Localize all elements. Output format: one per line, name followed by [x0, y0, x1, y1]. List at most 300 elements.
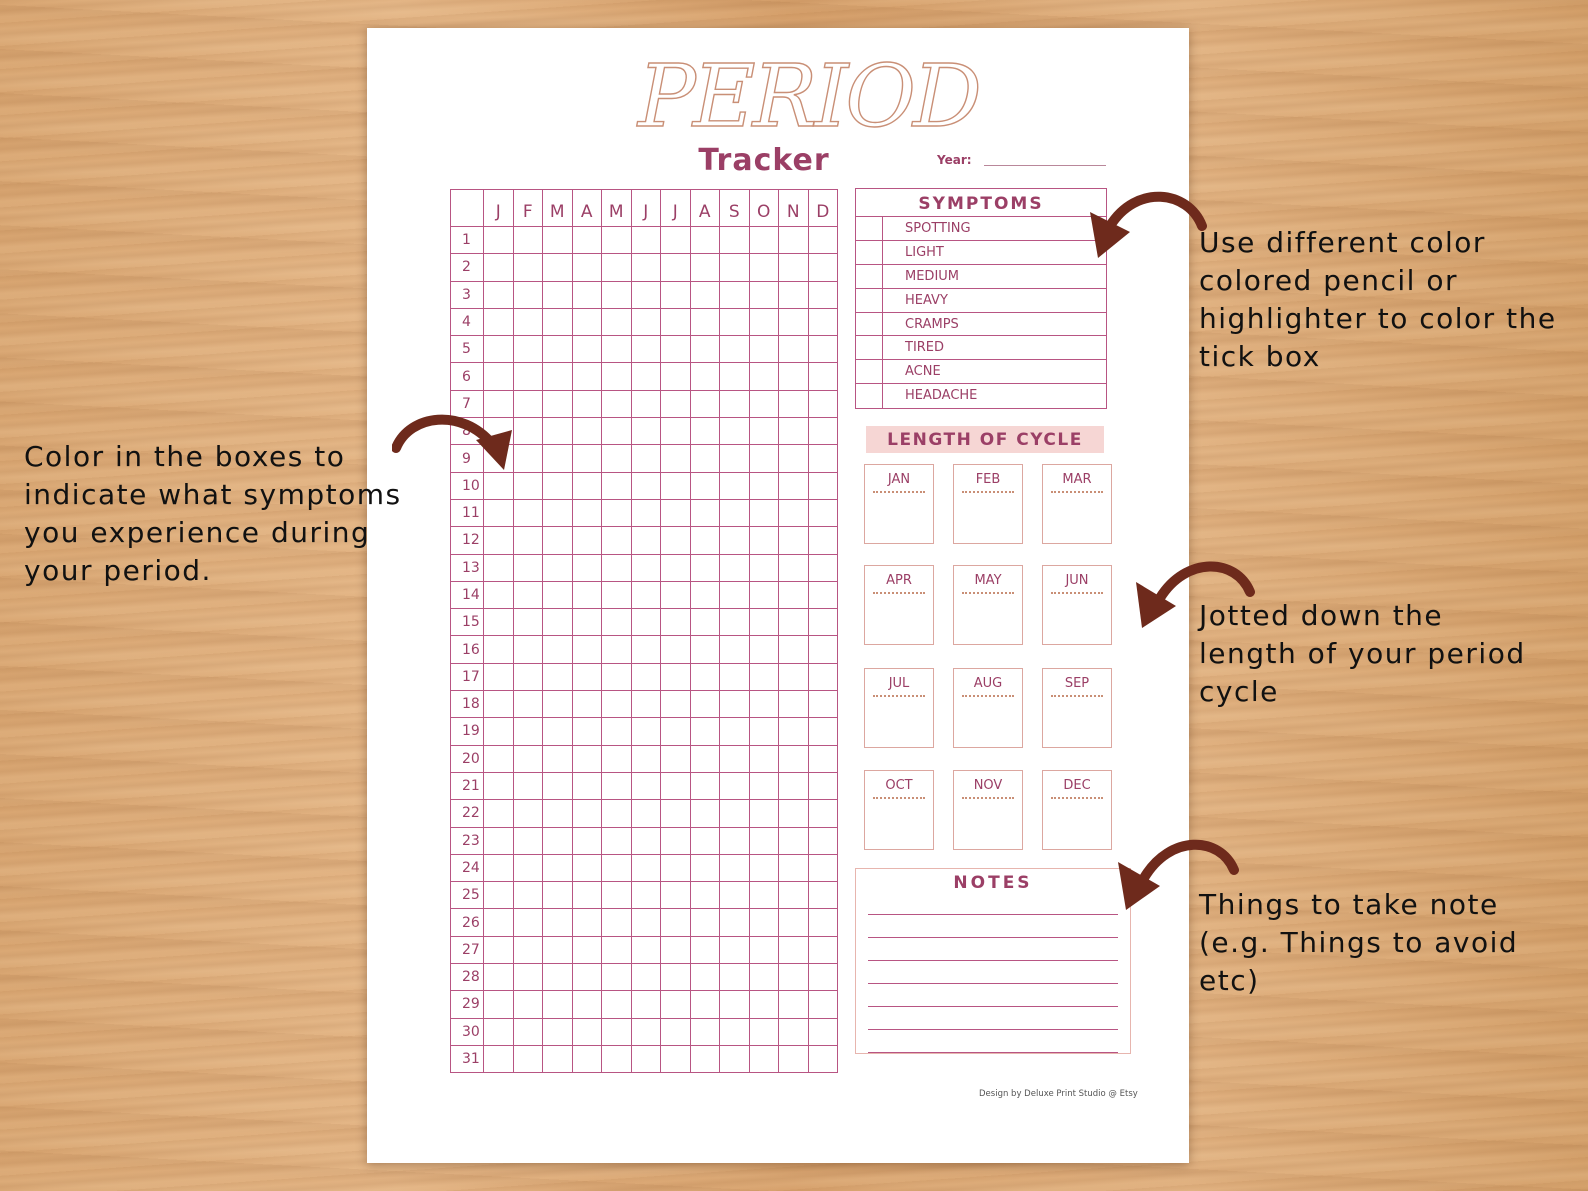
- tracker-cell[interactable]: [513, 964, 543, 991]
- tracker-cell[interactable]: [484, 554, 514, 581]
- tracker-cell[interactable]: [720, 336, 750, 363]
- tracker-cell[interactable]: [661, 718, 691, 745]
- tracker-cell[interactable]: [690, 445, 720, 472]
- tracker-cell[interactable]: [808, 227, 838, 254]
- tracker-cell[interactable]: [661, 936, 691, 963]
- tracker-cell[interactable]: [602, 581, 632, 608]
- tracker-cell[interactable]: [484, 609, 514, 636]
- tracker-cell[interactable]: [572, 636, 602, 663]
- tracker-cell[interactable]: [572, 691, 602, 718]
- tracker-cell[interactable]: [808, 390, 838, 417]
- tracker-cell[interactable]: [690, 718, 720, 745]
- tracker-cell[interactable]: [690, 581, 720, 608]
- tracker-cell[interactable]: [602, 554, 632, 581]
- tracker-cell[interactable]: [720, 663, 750, 690]
- tracker-cell[interactable]: [808, 472, 838, 499]
- tracker-cell[interactable]: [572, 472, 602, 499]
- tracker-cell[interactable]: [661, 745, 691, 772]
- tracker-cell[interactable]: [484, 745, 514, 772]
- tracker-cell[interactable]: [749, 1018, 779, 1045]
- tracker-cell[interactable]: [808, 581, 838, 608]
- tracker-cell[interactable]: [690, 363, 720, 390]
- tracker-cell[interactable]: [808, 527, 838, 554]
- tracker-cell[interactable]: [808, 882, 838, 909]
- tracker-cell[interactable]: [543, 800, 573, 827]
- tracker-cell[interactable]: [690, 254, 720, 281]
- tracker-cell[interactable]: [572, 745, 602, 772]
- tracker-cell[interactable]: [749, 936, 779, 963]
- tracker-cell[interactable]: [720, 390, 750, 417]
- tracker-cell[interactable]: [661, 336, 691, 363]
- tracker-cell[interactable]: [749, 800, 779, 827]
- tracker-cell[interactable]: [808, 445, 838, 472]
- tracker-cell[interactable]: [484, 991, 514, 1018]
- tracker-cell[interactable]: [602, 854, 632, 881]
- tracker-cell[interactable]: [779, 363, 809, 390]
- tracker-cell[interactable]: [484, 882, 514, 909]
- tracker-cell[interactable]: [572, 499, 602, 526]
- tracker-cell[interactable]: [779, 418, 809, 445]
- tracker-cell[interactable]: [513, 854, 543, 881]
- tracker-cell[interactable]: [808, 772, 838, 799]
- tracker-cell[interactable]: [661, 663, 691, 690]
- tracker-cell[interactable]: [602, 1045, 632, 1072]
- tracker-cell[interactable]: [720, 691, 750, 718]
- tracker-cell[interactable]: [661, 854, 691, 881]
- tracker-cell[interactable]: [720, 991, 750, 1018]
- tracker-cell[interactable]: [808, 964, 838, 991]
- tracker-cell[interactable]: [720, 936, 750, 963]
- tracker-cell[interactable]: [513, 336, 543, 363]
- tracker-cell[interactable]: [631, 281, 661, 308]
- tracker-cell[interactable]: [572, 527, 602, 554]
- tracker-cell[interactable]: [749, 882, 779, 909]
- tracker-cell[interactable]: [690, 691, 720, 718]
- tracker-cell[interactable]: [484, 854, 514, 881]
- tracker-cell[interactable]: [543, 281, 573, 308]
- tracker-cell[interactable]: [513, 909, 543, 936]
- tracker-cell[interactable]: [513, 308, 543, 335]
- tracker-cell[interactable]: [749, 609, 779, 636]
- tracker-cell[interactable]: [631, 609, 661, 636]
- tracker-cell[interactable]: [690, 472, 720, 499]
- tracker-cell[interactable]: [543, 227, 573, 254]
- tracker-cell[interactable]: [572, 254, 602, 281]
- tracker-cell[interactable]: [513, 936, 543, 963]
- tracker-cell[interactable]: [484, 581, 514, 608]
- tracker-cell[interactable]: [808, 691, 838, 718]
- tracker-cell[interactable]: [661, 636, 691, 663]
- symptom-tick-box[interactable]: [856, 313, 883, 336]
- tracker-cell[interactable]: [543, 1045, 573, 1072]
- tracker-cell[interactable]: [808, 745, 838, 772]
- tracker-cell[interactable]: [602, 663, 632, 690]
- tracker-cell[interactable]: [631, 1018, 661, 1045]
- tracker-cell[interactable]: [690, 636, 720, 663]
- tracker-cell[interactable]: [808, 936, 838, 963]
- tracker-cell[interactable]: [779, 964, 809, 991]
- cycle-month-box[interactable]: [953, 565, 1023, 645]
- tracker-cell[interactable]: [749, 308, 779, 335]
- tracker-cell[interactable]: [661, 527, 691, 554]
- tracker-cell[interactable]: [808, 636, 838, 663]
- tracker-cell[interactable]: [602, 281, 632, 308]
- tracker-cell[interactable]: [572, 609, 602, 636]
- tracker-cell[interactable]: [749, 991, 779, 1018]
- tracker-cell[interactable]: [749, 827, 779, 854]
- tracker-cell[interactable]: [513, 663, 543, 690]
- tracker-cell[interactable]: [572, 936, 602, 963]
- tracker-cell[interactable]: [602, 418, 632, 445]
- tracker-cell[interactable]: [631, 581, 661, 608]
- tracker-cell[interactable]: [602, 609, 632, 636]
- tracker-cell[interactable]: [720, 281, 750, 308]
- tracker-cell[interactable]: [690, 991, 720, 1018]
- tracker-cell[interactable]: [543, 418, 573, 445]
- tracker-cell[interactable]: [690, 909, 720, 936]
- tracker-cell[interactable]: [484, 336, 514, 363]
- tracker-cell[interactable]: [749, 772, 779, 799]
- tracker-cell[interactable]: [779, 254, 809, 281]
- tracker-cell[interactable]: [779, 609, 809, 636]
- tracker-cell[interactable]: [602, 882, 632, 909]
- tracker-cell[interactable]: [690, 800, 720, 827]
- tracker-cell[interactable]: [543, 991, 573, 1018]
- tracker-cell[interactable]: [720, 445, 750, 472]
- tracker-cell[interactable]: [779, 308, 809, 335]
- tracker-cell[interactable]: [779, 636, 809, 663]
- symptom-tick-box[interactable]: [856, 289, 883, 312]
- tracker-cell[interactable]: [808, 1045, 838, 1072]
- tracker-cell[interactable]: [690, 308, 720, 335]
- tracker-cell[interactable]: [661, 964, 691, 991]
- tracker-cell[interactable]: [749, 254, 779, 281]
- tracker-cell[interactable]: [631, 254, 661, 281]
- tracker-cell[interactable]: [543, 527, 573, 554]
- tracker-cell[interactable]: [602, 227, 632, 254]
- tracker-cell[interactable]: [749, 527, 779, 554]
- tracker-cell[interactable]: [631, 745, 661, 772]
- tracker-cell[interactable]: [749, 281, 779, 308]
- tracker-cell[interactable]: [631, 691, 661, 718]
- tracker-cell[interactable]: [631, 336, 661, 363]
- tracker-cell[interactable]: [690, 882, 720, 909]
- tracker-cell[interactable]: [543, 336, 573, 363]
- tracker-cell[interactable]: [779, 991, 809, 1018]
- tracker-cell[interactable]: [513, 800, 543, 827]
- tracker-cell[interactable]: [720, 609, 750, 636]
- cycle-month-box[interactable]: [1042, 464, 1112, 544]
- tracker-cell[interactable]: [513, 1045, 543, 1072]
- tracker-cell[interactable]: [720, 254, 750, 281]
- tracker-cell[interactable]: [631, 390, 661, 417]
- tracker-cell[interactable]: [631, 800, 661, 827]
- tracker-cell[interactable]: [690, 336, 720, 363]
- tracker-cell[interactable]: [779, 882, 809, 909]
- tracker-cell[interactable]: [572, 991, 602, 1018]
- symptom-tick-box[interactable]: [856, 265, 883, 288]
- tracker-cell[interactable]: [572, 772, 602, 799]
- tracker-cell[interactable]: [720, 718, 750, 745]
- tracker-cell[interactable]: [749, 554, 779, 581]
- tracker-cell[interactable]: [749, 390, 779, 417]
- tracker-cell[interactable]: [572, 418, 602, 445]
- tracker-cell[interactable]: [720, 418, 750, 445]
- tracker-cell[interactable]: [720, 554, 750, 581]
- tracker-cell[interactable]: [749, 1045, 779, 1072]
- tracker-cell[interactable]: [631, 363, 661, 390]
- tracker-cell[interactable]: [808, 363, 838, 390]
- tracker-cell[interactable]: [661, 445, 691, 472]
- tracker-cell[interactable]: [631, 991, 661, 1018]
- tracker-cell[interactable]: [749, 691, 779, 718]
- tracker-cell[interactable]: [661, 418, 691, 445]
- tracker-cell[interactable]: [543, 745, 573, 772]
- tracker-cell[interactable]: [661, 554, 691, 581]
- tracker-cell[interactable]: [602, 718, 632, 745]
- tracker-cell[interactable]: [808, 827, 838, 854]
- tracker-cell[interactable]: [631, 718, 661, 745]
- symptom-tick-box[interactable]: [856, 384, 883, 408]
- tracker-cell[interactable]: [631, 418, 661, 445]
- tracker-cell[interactable]: [690, 554, 720, 581]
- tracker-cell[interactable]: [749, 499, 779, 526]
- tracker-cell[interactable]: [631, 636, 661, 663]
- tracker-cell[interactable]: [661, 390, 691, 417]
- tracker-cell[interactable]: [690, 663, 720, 690]
- tracker-cell[interactable]: [572, 1018, 602, 1045]
- tracker-cell[interactable]: [572, 581, 602, 608]
- tracker-cell[interactable]: [484, 254, 514, 281]
- tracker-cell[interactable]: [631, 445, 661, 472]
- tracker-cell[interactable]: [690, 772, 720, 799]
- tracker-cell[interactable]: [543, 909, 573, 936]
- tracker-cell[interactable]: [690, 281, 720, 308]
- tracker-cell[interactable]: [513, 1018, 543, 1045]
- tracker-cell[interactable]: [779, 336, 809, 363]
- tracker-cell[interactable]: [661, 691, 691, 718]
- cycle-month-box[interactable]: [864, 668, 934, 748]
- tracker-cell[interactable]: [572, 663, 602, 690]
- tracker-cell[interactable]: [602, 800, 632, 827]
- tracker-cell[interactable]: [690, 827, 720, 854]
- tracker-cell[interactable]: [602, 991, 632, 1018]
- tracker-cell[interactable]: [661, 581, 691, 608]
- tracker-cell[interactable]: [513, 254, 543, 281]
- tracker-cell[interactable]: [779, 936, 809, 963]
- tracker-cell[interactable]: [602, 254, 632, 281]
- tracker-cell[interactable]: [543, 554, 573, 581]
- tracker-cell[interactable]: [572, 854, 602, 881]
- symptom-tick-box[interactable]: [856, 217, 883, 240]
- tracker-cell[interactable]: [720, 854, 750, 881]
- tracker-cell[interactable]: [484, 1018, 514, 1045]
- symptom-tick-box[interactable]: [856, 241, 883, 264]
- tracker-cell[interactable]: [779, 800, 809, 827]
- cycle-month-box[interactable]: [1042, 668, 1112, 748]
- symptom-tick-box[interactable]: [856, 360, 883, 383]
- tracker-cell[interactable]: [543, 936, 573, 963]
- tracker-cell[interactable]: [602, 827, 632, 854]
- tracker-cell[interactable]: [661, 308, 691, 335]
- tracker-cell[interactable]: [631, 472, 661, 499]
- tracker-cell[interactable]: [720, 827, 750, 854]
- tracker-cell[interactable]: [543, 691, 573, 718]
- tracker-cell[interactable]: [749, 227, 779, 254]
- tracker-cell[interactable]: [779, 772, 809, 799]
- tracker-cell[interactable]: [720, 772, 750, 799]
- tracker-cell[interactable]: [720, 964, 750, 991]
- tracker-cell[interactable]: [602, 964, 632, 991]
- tracker-cell[interactable]: [484, 527, 514, 554]
- tracker-cell[interactable]: [779, 554, 809, 581]
- tracker-cell[interactable]: [513, 609, 543, 636]
- tracker-cell[interactable]: [631, 663, 661, 690]
- tracker-cell[interactable]: [749, 964, 779, 991]
- tracker-cell[interactable]: [690, 499, 720, 526]
- tracker-cell[interactable]: [631, 308, 661, 335]
- tracker-cell[interactable]: [720, 882, 750, 909]
- tracker-cell[interactable]: [631, 964, 661, 991]
- tracker-cell[interactable]: [808, 418, 838, 445]
- tracker-cell[interactable]: [543, 636, 573, 663]
- tracker-cell[interactable]: [543, 390, 573, 417]
- cycle-month-box[interactable]: [953, 770, 1023, 850]
- tracker-cell[interactable]: [808, 609, 838, 636]
- tracker-cell[interactable]: [808, 800, 838, 827]
- tracker-cell[interactable]: [661, 800, 691, 827]
- tracker-cell[interactable]: [602, 636, 632, 663]
- tracker-cell[interactable]: [602, 390, 632, 417]
- tracker-cell[interactable]: [661, 882, 691, 909]
- tracker-cell[interactable]: [661, 281, 691, 308]
- tracker-cell[interactable]: [749, 745, 779, 772]
- cycle-month-box[interactable]: [864, 464, 934, 544]
- cycle-month-box[interactable]: [864, 770, 934, 850]
- tracker-cell[interactable]: [543, 882, 573, 909]
- tracker-cell[interactable]: [661, 363, 691, 390]
- tracker-cell[interactable]: [720, 499, 750, 526]
- tracker-cell[interactable]: [484, 964, 514, 991]
- tracker-cell[interactable]: [661, 909, 691, 936]
- tracker-cell[interactable]: [661, 227, 691, 254]
- tracker-cell[interactable]: [484, 936, 514, 963]
- tracker-cell[interactable]: [572, 909, 602, 936]
- tracker-cell[interactable]: [720, 581, 750, 608]
- tracker-cell[interactable]: [779, 527, 809, 554]
- tracker-cell[interactable]: [543, 363, 573, 390]
- tracker-cell[interactable]: [513, 772, 543, 799]
- tracker-cell[interactable]: [572, 227, 602, 254]
- tracker-cell[interactable]: [602, 445, 632, 472]
- tracker-cell[interactable]: [602, 336, 632, 363]
- tracker-cell[interactable]: [513, 691, 543, 718]
- tracker-cell[interactable]: [749, 581, 779, 608]
- tracker-cell[interactable]: [631, 936, 661, 963]
- tracker-cell[interactable]: [572, 882, 602, 909]
- tracker-cell[interactable]: [513, 718, 543, 745]
- tracker-cell[interactable]: [720, 308, 750, 335]
- tracker-cell[interactable]: [631, 554, 661, 581]
- tracker-cell[interactable]: [661, 1018, 691, 1045]
- tracker-cell[interactable]: [484, 663, 514, 690]
- tracker-cell[interactable]: [749, 636, 779, 663]
- tracker-cell[interactable]: [690, 390, 720, 417]
- tracker-cell[interactable]: [572, 390, 602, 417]
- tracker-cell[interactable]: [808, 1018, 838, 1045]
- tracker-cell[interactable]: [808, 281, 838, 308]
- tracker-cell[interactable]: [631, 499, 661, 526]
- tracker-cell[interactable]: [513, 227, 543, 254]
- tracker-cell[interactable]: [602, 1018, 632, 1045]
- tracker-cell[interactable]: [661, 254, 691, 281]
- cycle-month-box[interactable]: [1042, 565, 1112, 645]
- tracker-cell[interactable]: [749, 418, 779, 445]
- tracker-cell[interactable]: [690, 964, 720, 991]
- tracker-cell[interactable]: [572, 445, 602, 472]
- tracker-cell[interactable]: [543, 581, 573, 608]
- tracker-cell[interactable]: [779, 718, 809, 745]
- cycle-month-box[interactable]: [1042, 770, 1112, 850]
- tracker-cell[interactable]: [631, 227, 661, 254]
- tracker-cell[interactable]: [631, 882, 661, 909]
- tracker-cell[interactable]: [602, 499, 632, 526]
- tracker-cell[interactable]: [572, 1045, 602, 1072]
- tracker-cell[interactable]: [808, 308, 838, 335]
- tracker-cell[interactable]: [513, 882, 543, 909]
- tracker-cell[interactable]: [543, 254, 573, 281]
- tracker-cell[interactable]: [808, 909, 838, 936]
- tracker-cell[interactable]: [690, 227, 720, 254]
- tracker-cell[interactable]: [779, 663, 809, 690]
- tracker-cell[interactable]: [572, 308, 602, 335]
- tracker-cell[interactable]: [720, 363, 750, 390]
- tracker-cell[interactable]: [779, 691, 809, 718]
- tracker-cell[interactable]: [808, 554, 838, 581]
- tracker-cell[interactable]: [543, 964, 573, 991]
- tracker-cell[interactable]: [543, 1018, 573, 1045]
- tracker-cell[interactable]: [543, 445, 573, 472]
- tracker-cell[interactable]: [572, 800, 602, 827]
- tracker-cell[interactable]: [602, 772, 632, 799]
- tracker-cell[interactable]: [631, 909, 661, 936]
- tracker-cell[interactable]: [661, 1045, 691, 1072]
- tracker-cell[interactable]: [690, 854, 720, 881]
- tracker-cell[interactable]: [484, 909, 514, 936]
- tracker-cell[interactable]: [661, 991, 691, 1018]
- tracker-cell[interactable]: [720, 636, 750, 663]
- tracker-cell[interactable]: [779, 281, 809, 308]
- tracker-cell[interactable]: [602, 472, 632, 499]
- tracker-cell[interactable]: [513, 745, 543, 772]
- tracker-cell[interactable]: [484, 1045, 514, 1072]
- tracker-cell[interactable]: [690, 609, 720, 636]
- tracker-cell[interactable]: [749, 718, 779, 745]
- tracker-cell[interactable]: [779, 909, 809, 936]
- tracker-cell[interactable]: [572, 964, 602, 991]
- cycle-month-box[interactable]: [953, 464, 1023, 544]
- tracker-cell[interactable]: [779, 745, 809, 772]
- tracker-cell[interactable]: [661, 827, 691, 854]
- tracker-cell[interactable]: [543, 472, 573, 499]
- cycle-month-box[interactable]: [953, 668, 1023, 748]
- tracker-cell[interactable]: [543, 609, 573, 636]
- tracker-cell[interactable]: [808, 336, 838, 363]
- tracker-cell[interactable]: [779, 1045, 809, 1072]
- tracker-cell[interactable]: [808, 254, 838, 281]
- tracker-cell[interactable]: [513, 636, 543, 663]
- tracker-cell[interactable]: [602, 527, 632, 554]
